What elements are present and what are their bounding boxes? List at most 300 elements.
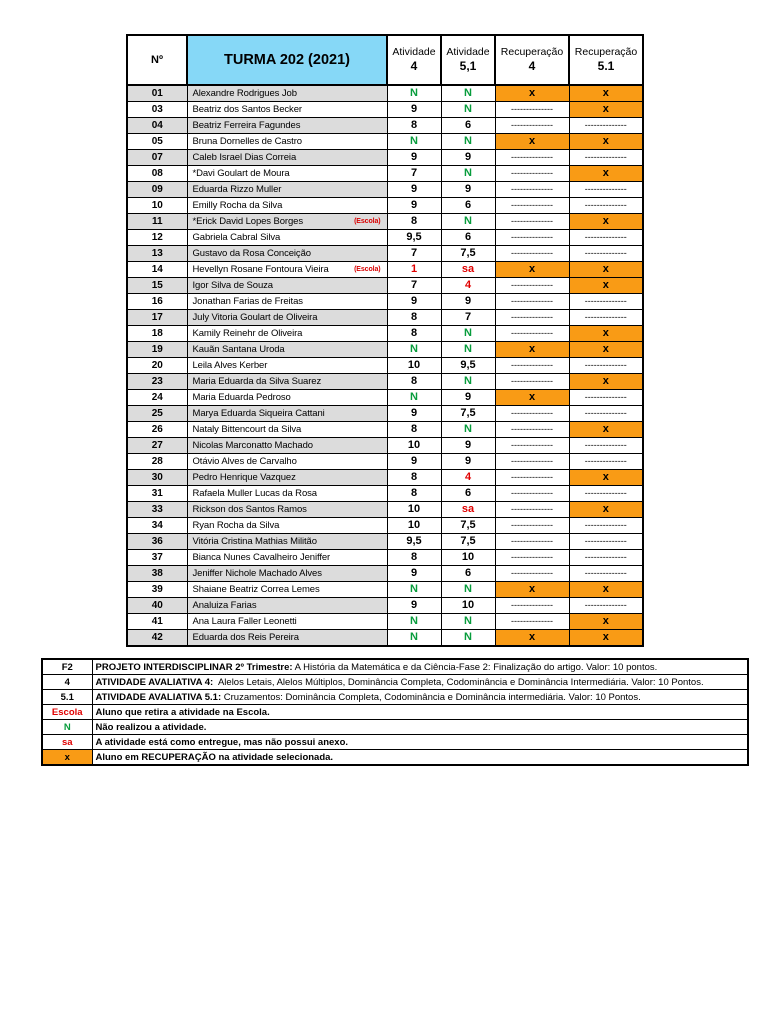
student-number: 03: [127, 102, 187, 118]
table-row: [127, 502, 643, 518]
legend-description: [92, 675, 748, 690]
recovery-4-cell: x: [495, 342, 569, 358]
activity-5-1-grade: N: [441, 102, 495, 118]
student-name-text: Nicolas Marconatto Machado: [192, 440, 313, 451]
student-number: 24: [127, 390, 187, 406]
recovery-4-cell: --------------: [495, 534, 569, 550]
table-row: [127, 630, 643, 647]
legend-key: 5.1: [42, 690, 92, 705]
student-number: 33: [127, 502, 187, 518]
student-name-text: Eduarda dos Reis Pereira: [192, 632, 299, 643]
recovery-4-cell: x: [495, 134, 569, 150]
student-number: 09: [127, 182, 187, 198]
recovery-5-1-cell: x: [569, 342, 643, 358]
recovery-4-cell: --------------: [495, 550, 569, 566]
table-row: [127, 102, 643, 118]
header-activity-5-1-number: 5,1: [459, 59, 477, 73]
activity-5-1-grade: 7,5: [441, 518, 495, 534]
activity-4-grade: 8: [387, 326, 441, 342]
student-name: [187, 166, 387, 182]
recovery-5-1-cell: x: [569, 582, 643, 598]
recovery-4-cell: --------------: [495, 166, 569, 182]
activity-5-1-grade: 4: [441, 278, 495, 294]
recovery-4-cell: --------------: [495, 518, 569, 534]
grade-table: [126, 34, 644, 647]
activity-5-1-grade: N: [441, 614, 495, 630]
recovery-5-1-cell: --------------: [569, 230, 643, 246]
recovery-4-cell: --------------: [495, 294, 569, 310]
activity-4-grade: N: [387, 85, 441, 102]
table-row: [127, 182, 643, 198]
activity-5-1-grade: N: [441, 422, 495, 438]
student-name: [187, 134, 387, 150]
legend-description: [92, 690, 748, 705]
student-name-text: Kauãn Santana Uroda: [192, 344, 285, 355]
recovery-5-1-cell: x: [569, 134, 643, 150]
activity-5-1-grade: 7,5: [441, 246, 495, 262]
student-name-text: Jonathan Farias de Freitas: [192, 296, 303, 307]
recovery-4-cell: --------------: [495, 150, 569, 166]
student-name-text: Gabriela Cabral Silva: [192, 232, 281, 243]
recovery-4-cell: --------------: [495, 486, 569, 502]
student-name: [187, 406, 387, 422]
student-name: [187, 374, 387, 390]
recovery-5-1-cell: --------------: [569, 550, 643, 566]
recovery-5-1-cell: --------------: [569, 534, 643, 550]
recovery-4-cell: --------------: [495, 502, 569, 518]
recovery-5-1-cell: x: [569, 614, 643, 630]
activity-5-1-grade: 6: [441, 230, 495, 246]
recovery-5-1-cell: x: [569, 102, 643, 118]
legend-description: [92, 720, 748, 735]
student-name-text: July Vitoria Goulart de Oliveira: [192, 312, 318, 323]
recovery-4-cell: x: [495, 630, 569, 647]
activity-5-1-grade: 10: [441, 550, 495, 566]
recovery-5-1-cell: --------------: [569, 518, 643, 534]
recovery-4-cell: --------------: [495, 118, 569, 134]
recovery-5-1-cell: x: [569, 85, 643, 102]
activity-4-grade: 7: [387, 246, 441, 262]
student-number: 19: [127, 342, 187, 358]
table-row: [127, 582, 643, 598]
legend-row: [42, 690, 748, 705]
student-name: [187, 550, 387, 566]
student-name: [187, 470, 387, 486]
student-name: [187, 85, 387, 102]
student-number: 40: [127, 598, 187, 614]
activity-5-1-grade: 10: [441, 598, 495, 614]
student-name: [187, 582, 387, 598]
activity-5-1-grade: N: [441, 134, 495, 150]
student-name: [187, 102, 387, 118]
activity-5-1-grade: 9: [441, 182, 495, 198]
recovery-4-cell: --------------: [495, 422, 569, 438]
table-row: [127, 198, 643, 214]
recovery-4-cell: --------------: [495, 438, 569, 454]
table-row: [127, 262, 643, 278]
student-number: 27: [127, 438, 187, 454]
header-recovery-5-1-label: Recuperação: [574, 46, 638, 58]
recovery-4-cell: --------------: [495, 374, 569, 390]
escola-tag: (Escola): [354, 218, 381, 225]
legend-description-text: Cruzamentos: Dominância Completa, Codominância e Dominância intermediária. Valor: 10 Pontos.: [221, 691, 641, 703]
student-name-text: Otávio Alves de Carvalho: [192, 456, 297, 467]
legend-description: [92, 750, 748, 766]
student-number: 41: [127, 614, 187, 630]
student-number: 26: [127, 422, 187, 438]
recovery-4-cell: --------------: [495, 614, 569, 630]
activity-4-grade: N: [387, 134, 441, 150]
table-row: [127, 150, 643, 166]
recovery-5-1-cell: --------------: [569, 454, 643, 470]
student-name-text: Kamily Reinehr de Oliveira: [192, 328, 303, 339]
student-name: [187, 262, 387, 278]
student-name: [187, 454, 387, 470]
activity-4-grade: 9,5: [387, 534, 441, 550]
recovery-4-cell: --------------: [495, 230, 569, 246]
table-row: [127, 310, 643, 326]
activity-5-1-grade: 4: [441, 470, 495, 486]
legend-row: [42, 750, 748, 766]
student-name-text: Emilly Rocha da Silva: [192, 200, 283, 211]
header-recovery-4: [495, 35, 569, 85]
recovery-5-1-cell: x: [569, 278, 643, 294]
grade-table-header: [127, 35, 643, 85]
student-number: 01: [127, 85, 187, 102]
student-number: 12: [127, 230, 187, 246]
recovery-5-1-cell: --------------: [569, 438, 643, 454]
student-number: 04: [127, 118, 187, 134]
recovery-5-1-cell: x: [569, 214, 643, 230]
header-activity-4: [387, 35, 441, 85]
activity-5-1-grade: N: [441, 166, 495, 182]
legend-description-text: A História da Matemática e da Ciência-Fase 2: Finalização do artigo. Valor: 10 pontos.: [292, 661, 658, 673]
activity-5-1-grade: N: [441, 630, 495, 647]
student-number: 11: [127, 214, 187, 230]
recovery-4-cell: --------------: [495, 310, 569, 326]
activity-4-grade: 9: [387, 454, 441, 470]
recovery-5-1-cell: x: [569, 326, 643, 342]
table-row: [127, 550, 643, 566]
legend-description-bold: A atividade está como entregue, mas não possui anexo.: [95, 736, 349, 748]
activity-4-grade: N: [387, 342, 441, 358]
student-name-text: Vitória Cristina Mathias Militão: [192, 536, 317, 547]
legend-description-bold: Aluno que retira a atividade na Escola.: [95, 706, 270, 718]
activity-5-1-grade: 9: [441, 150, 495, 166]
table-row: [127, 614, 643, 630]
table-row: [127, 470, 643, 486]
activity-4-grade: 8: [387, 214, 441, 230]
legend-description-bold: PROJETO INTERDISCIPLINAR 2º Trimestre:: [95, 661, 293, 673]
activity-4-grade: 9: [387, 566, 441, 582]
student-name-text: Maria Eduarda da Silva Suarez: [192, 376, 322, 387]
recovery-5-1-cell: x: [569, 470, 643, 486]
recovery-4-cell: --------------: [495, 326, 569, 342]
student-name: [187, 198, 387, 214]
recovery-5-1-cell: --------------: [569, 246, 643, 262]
activity-5-1-grade: sa: [441, 502, 495, 518]
legend-table: [41, 658, 749, 766]
student-name-text: Igor Silva de Souza: [192, 280, 273, 291]
legend-key: sa: [42, 735, 92, 750]
student-name: [187, 278, 387, 294]
activity-5-1-grade: 9: [441, 438, 495, 454]
activity-4-grade: 8: [387, 550, 441, 566]
activity-4-grade: 9: [387, 294, 441, 310]
student-name-text: Bianca Nunes Cavalheiro Jeniffer: [192, 552, 331, 563]
recovery-5-1-cell: --------------: [569, 390, 643, 406]
recovery-4-cell: --------------: [495, 598, 569, 614]
legend-description-bold: Aluno em RECUPERAÇÃO na atividade selecionada.: [95, 751, 334, 763]
recovery-4-cell: --------------: [495, 246, 569, 262]
legend-key: 4: [42, 675, 92, 690]
student-name-text: Rickson dos Santos Ramos: [192, 504, 307, 515]
student-name-text: *Davi Goulart de Moura: [192, 168, 290, 179]
legend-description-bold: ATIVIDADE AVALIATIVA 5.1:: [95, 691, 222, 703]
student-name-text: Beatriz Ferreira Fagundes: [192, 120, 301, 131]
legend-description: [92, 705, 748, 720]
student-name-text: Hevellyn Rosane Fontoura Vieira: [192, 264, 329, 275]
recovery-4-cell: --------------: [495, 198, 569, 214]
student-name-text: Alexandre Rodrigues Job: [192, 88, 297, 99]
student-name: [187, 390, 387, 406]
student-name: [187, 630, 387, 647]
legend-description: [92, 735, 748, 750]
legend-row: [42, 705, 748, 720]
student-name: [187, 214, 387, 230]
recovery-5-1-cell: --------------: [569, 294, 643, 310]
student-name: [187, 422, 387, 438]
recovery-5-1-cell: x: [569, 502, 643, 518]
student-number: 16: [127, 294, 187, 310]
table-row: [127, 246, 643, 262]
recovery-5-1-cell: x: [569, 374, 643, 390]
activity-5-1-grade: N: [441, 374, 495, 390]
student-name: [187, 118, 387, 134]
activity-4-grade: 9: [387, 182, 441, 198]
activity-4-grade: N: [387, 582, 441, 598]
student-name-text: Rafaela Muller Lucas da Rosa: [192, 488, 317, 499]
activity-4-grade: 10: [387, 358, 441, 374]
student-name-text: Analuiza Farias: [192, 600, 257, 611]
recovery-4-cell: --------------: [495, 214, 569, 230]
legend-row: [42, 720, 748, 735]
header-recovery-5-1: [569, 35, 643, 85]
header-recovery-4-label: Recuperação: [500, 46, 564, 58]
student-number: 14: [127, 262, 187, 278]
activity-5-1-grade: 7,5: [441, 534, 495, 550]
activity-4-grade: 8: [387, 486, 441, 502]
student-name-text: Bruna Dornelles de Castro: [192, 136, 302, 147]
header-number: Nº: [127, 35, 187, 85]
student-name: [187, 598, 387, 614]
table-row: [127, 294, 643, 310]
recovery-5-1-cell: x: [569, 166, 643, 182]
header-activity-4-number: 4: [410, 59, 418, 73]
activity-5-1-grade: 9: [441, 294, 495, 310]
recovery-5-1-cell: --------------: [569, 566, 643, 582]
recovery-4-cell: --------------: [495, 182, 569, 198]
student-number: 18: [127, 326, 187, 342]
header-activity-4-label: Atividade: [392, 46, 436, 58]
legend-description: [92, 659, 748, 675]
recovery-4-cell: x: [495, 85, 569, 102]
activity-4-grade: 10: [387, 502, 441, 518]
activity-4-grade: 10: [387, 438, 441, 454]
recovery-5-1-cell: x: [569, 422, 643, 438]
student-number: 38: [127, 566, 187, 582]
activity-5-1-grade: N: [441, 342, 495, 358]
student-number: 13: [127, 246, 187, 262]
student-name: [187, 150, 387, 166]
recovery-5-1-cell: x: [569, 630, 643, 647]
table-row: [127, 390, 643, 406]
student-name: [187, 438, 387, 454]
recovery-5-1-cell: x: [569, 262, 643, 278]
student-name: [187, 230, 387, 246]
legend-body: [42, 659, 748, 765]
activity-5-1-grade: N: [441, 214, 495, 230]
activity-4-grade: 7: [387, 166, 441, 182]
legend-row: [42, 659, 748, 675]
table-row: [127, 438, 643, 454]
student-name-text: Shaiane Beatriz Correa Lemes: [192, 584, 320, 595]
table-row: [127, 166, 643, 182]
activity-4-grade: 8: [387, 310, 441, 326]
table-row: [127, 358, 643, 374]
student-number: 17: [127, 310, 187, 326]
table-row: [127, 534, 643, 550]
student-name: [187, 358, 387, 374]
student-name: [187, 566, 387, 582]
student-number: 39: [127, 582, 187, 598]
legend-key: Escola: [42, 705, 92, 720]
activity-5-1-grade: 6: [441, 198, 495, 214]
student-name-text: *Erick David Lopes Borges: [192, 216, 303, 227]
student-number: 05: [127, 134, 187, 150]
table-row: [127, 85, 643, 102]
recovery-5-1-cell: --------------: [569, 406, 643, 422]
table-row: [127, 326, 643, 342]
student-number: 25: [127, 406, 187, 422]
student-number: 31: [127, 486, 187, 502]
recovery-5-1-cell: --------------: [569, 486, 643, 502]
table-row: [127, 134, 643, 150]
table-row: [127, 278, 643, 294]
activity-4-grade: 9: [387, 150, 441, 166]
student-name-text: Jeniffer Nichole Machado Alves: [192, 568, 322, 579]
recovery-4-cell: --------------: [495, 406, 569, 422]
activity-5-1-grade: 7,5: [441, 406, 495, 422]
legend-description-bold: Não realizou a atividade.: [95, 721, 207, 733]
legend-description-text: Alelos Letais, Alelos Múltiplos, Dominância Completa, Codominância e Dominância Intermediária. Valor: 10 Pontos.: [213, 676, 704, 688]
activity-4-grade: N: [387, 614, 441, 630]
escola-tag: (Escola): [354, 266, 381, 273]
header-class-title: TURMA 202 (2021): [187, 35, 387, 85]
student-number: 34: [127, 518, 187, 534]
student-number: 23: [127, 374, 187, 390]
student-number: 07: [127, 150, 187, 166]
table-row: [127, 342, 643, 358]
student-name: [187, 502, 387, 518]
activity-4-grade: 8: [387, 470, 441, 486]
student-name: [187, 518, 387, 534]
student-name-text: Eduarda Rizzo Muller: [192, 184, 282, 195]
header-activity-5-1: [441, 35, 495, 85]
grade-table-body: [127, 85, 643, 646]
legend-key: x: [42, 750, 92, 766]
student-number: 30: [127, 470, 187, 486]
recovery-5-1-cell: --------------: [569, 310, 643, 326]
recovery-4-cell: --------------: [495, 566, 569, 582]
legend-key: N: [42, 720, 92, 735]
activity-5-1-grade: 9: [441, 454, 495, 470]
recovery-4-cell: x: [495, 390, 569, 406]
header-recovery-4-number: 4: [528, 59, 536, 73]
recovery-4-cell: x: [495, 582, 569, 598]
activity-5-1-grade: sa: [441, 262, 495, 278]
activity-4-grade: 9,5: [387, 230, 441, 246]
recovery-4-cell: --------------: [495, 454, 569, 470]
activity-4-grade: 8: [387, 422, 441, 438]
table-row: [127, 118, 643, 134]
recovery-5-1-cell: --------------: [569, 358, 643, 374]
student-name: [187, 326, 387, 342]
recovery-5-1-cell: --------------: [569, 118, 643, 134]
student-name: [187, 246, 387, 262]
activity-5-1-grade: N: [441, 326, 495, 342]
table-row: [127, 422, 643, 438]
activity-5-1-grade: 6: [441, 566, 495, 582]
activity-4-grade: 9: [387, 406, 441, 422]
recovery-5-1-cell: --------------: [569, 598, 643, 614]
table-row: [127, 374, 643, 390]
legend-description-bold: ATIVIDADE AVALIATIVA 4:: [95, 676, 214, 688]
activity-5-1-grade: 6: [441, 118, 495, 134]
legend-row: [42, 675, 748, 690]
student-name: [187, 342, 387, 358]
recovery-5-1-cell: --------------: [569, 150, 643, 166]
student-number: 42: [127, 630, 187, 647]
student-name: [187, 182, 387, 198]
activity-4-grade: 9: [387, 198, 441, 214]
student-number: 36: [127, 534, 187, 550]
legend-key: F2: [42, 659, 92, 675]
activity-4-grade: 9: [387, 102, 441, 118]
activity-4-grade: 7: [387, 278, 441, 294]
recovery-4-cell: x: [495, 262, 569, 278]
activity-4-grade: 9: [387, 598, 441, 614]
header-recovery-5-1-number: 5.1: [597, 59, 615, 73]
activity-5-1-grade: 9,5: [441, 358, 495, 374]
activity-4-grade: N: [387, 390, 441, 406]
table-row: [127, 486, 643, 502]
recovery-4-cell: --------------: [495, 358, 569, 374]
student-number: 28: [127, 454, 187, 470]
table-row: [127, 598, 643, 614]
activity-4-grade: 1: [387, 262, 441, 278]
student-name: [187, 614, 387, 630]
table-row: [127, 214, 643, 230]
table-row: [127, 230, 643, 246]
activity-5-1-grade: 6: [441, 486, 495, 502]
student-name-text: Nataly Bittencourt da Silva: [192, 424, 302, 435]
student-name-text: Gustavo da Rosa Conceição: [192, 248, 311, 259]
activity-5-1-grade: 7: [441, 310, 495, 326]
table-row: [127, 518, 643, 534]
student-name: [187, 310, 387, 326]
activity-4-grade: 8: [387, 118, 441, 134]
